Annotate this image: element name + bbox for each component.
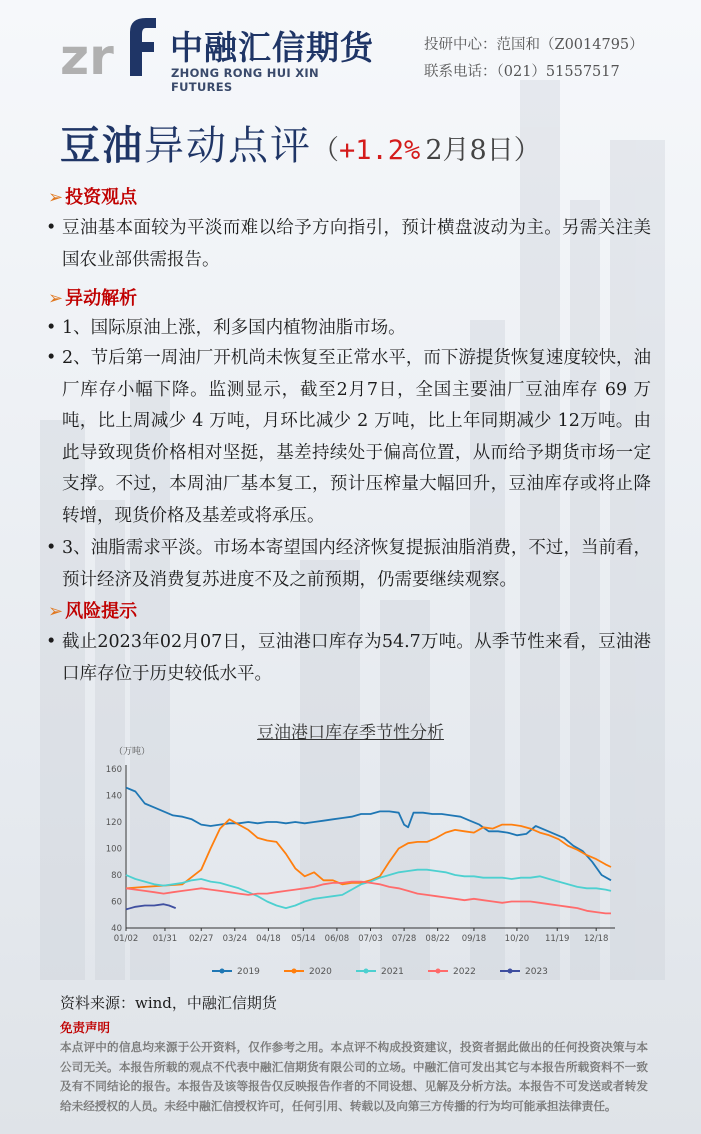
logo-chinese-name: 中融汇信期货 [170,28,374,67]
paragraph-view-1-text: 豆油基本面较为平淡而难以给予方向指引，预计横盘波动为主。另需关注美国农业部供需报告。 [62,218,651,270]
x-tick-label: 12/18 [583,934,609,944]
x-tick-label: 08/22 [425,934,450,944]
x-tick-label: 04/18 [256,934,281,944]
title-rest: 异动点评 [144,123,312,169]
paragraph-view-1 [46,213,651,276]
data-source: 资料来源：wind，中融汇信期货 [60,994,277,1012]
paragraph-risk-1-text: 截止2023年02月07日，豆油港口库存为54.7万吨。从季节性来看，豆油港口库存位于历史较低水平。 [62,632,651,684]
section-head-risk [48,597,137,623]
legend-label-2020: 2020 [309,967,332,977]
bullet-icon: • [46,348,57,368]
series-line-2020 [126,819,611,888]
y-tick-label: 100 [105,844,122,855]
paragraph-analysis-1-text: 1、国际原油上涨，利多国内植物油脂市场。 [62,318,406,338]
y-axis-label: （万吨） [114,747,151,757]
paragraph-analysis-1 [46,313,651,345]
paragraph-analysis-2 [46,343,651,532]
report-title [60,114,541,171]
svg-text:zr: zr [60,28,114,84]
paragraph-analysis-3-text: 3、油脂需求平淡。市场本寄望国内经济恢复提振油脂消费，不过，当前看，预计经济及消费复苏进度不及之前预期，仍需要继续观察。 [62,538,651,590]
paragraph-analysis-3 [46,533,651,596]
x-tick-label: 11/19 [544,934,570,944]
y-tick-label: 40 [111,924,122,934]
section-head-view-label: 投资观点 [65,187,138,208]
bullet-icon: • [46,318,57,338]
bullet-icon: • [46,218,57,238]
legend-label-2019: 2019 [237,967,260,977]
zrf-logo-icon [60,14,160,84]
legend-label-2022: 2022 [453,967,476,977]
arrow-icon: ➢ [48,187,64,208]
legend-marker-2023 [508,969,513,974]
x-tick-label: 06/08 [324,934,350,944]
y-tick-label: 60 [111,897,122,908]
contact-info [424,32,644,86]
x-tick-label: 05/14 [291,934,316,944]
legend-marker-2021 [364,969,369,974]
section-head-view [48,183,137,209]
paragraph-analysis-2-text: 2、节后第一周油厂开机尚未恢复至正常水平，而下游提货恢复速度较快，油厂库存小幅下降。监测显示，截至2月7日，全国主要油厂豆油库存 69 万吨，比上周减少 4 万吨，月环比减少 2 万吨，比上年同期减少 12万吨。由此导致现货价格相对坚挺，基差持续处于偏高位置，从而给予期货市场一定支撑。不过，本周油厂基本复工，预计压榨量大幅回升，豆油库存或将止降转增，现货价格及基差或将承压。 [62,348,651,526]
legend-label-2021: 2021 [381,967,404,977]
y-tick-label: 120 [105,818,122,828]
inventory-seasonal-chart [100,740,620,985]
x-tick-label: 07/03 [358,934,383,944]
x-tick-label: 01/31 [152,934,178,944]
section-head-risk-label: 风险提示 [65,601,138,622]
legend-marker-2022 [436,969,441,974]
chart-title: 豆油港口库存季节性分析 [257,723,444,743]
legend-marker-2019 [220,969,225,974]
series-line-2022 [126,882,611,914]
legend-marker-2020 [292,969,297,974]
paragraph-risk-1 [46,627,651,690]
bullet-icon: • [46,632,57,652]
disclaimer-heading: 免责声明 [60,1020,111,1035]
title-paren: （ [312,135,339,166]
section-head-analysis-label: 异动解析 [65,288,138,309]
arrow-icon: ➢ [48,288,64,309]
title-change: +1.2% [339,135,421,166]
series-line-2019 [126,788,611,881]
y-tick-label: 160 [105,765,122,775]
logo-english-name: ZHONG RONG HUI XIN FUTURES [171,66,319,94]
title-product: 豆油 [60,122,144,169]
disclaimer-text: 本点评中的信息均来源于公开资料，仅作参考之用。本点评不构成投资建议，投资者据此做出的任何投资决策与本公司无关。本报告所载的观点不代表中融汇信期货有限公司的立场。中融汇信可发出其它与本报告所载资料不一致及有不同结论的报告。本报告及该等报告仅反映报告作者的不同设想、见解及分析方法。本报告不可发送或者转发给未经授权的人员。未经中融汇信授权许可，任何引用、转载以及向第三方传播的行为均可能承担法律责任。 [60,1040,648,1113]
section-head-analysis [48,284,137,310]
arrow-icon: ➢ [48,601,64,622]
x-tick-label: 10/20 [504,934,530,944]
title-date: 2月8日） [425,135,541,166]
x-tick-label: 03/24 [222,934,248,944]
x-tick-label: 01/02 [113,934,139,944]
x-tick-label: 07/28 [391,934,417,944]
x-tick-label: 02/27 [188,934,214,944]
analyst-line: 投研中心：范国和（Z0014795） [424,37,644,53]
phone-line: 联系电话：（021）51557517 [424,64,620,80]
y-tick-label: 80 [111,871,122,881]
x-tick-label: 09/18 [461,934,487,944]
legend-label-2023: 2023 [525,967,548,977]
bullet-icon: • [46,538,57,558]
series-line-2023 [126,904,176,909]
y-tick-label: 140 [105,791,122,802]
company-logo [60,14,380,94]
